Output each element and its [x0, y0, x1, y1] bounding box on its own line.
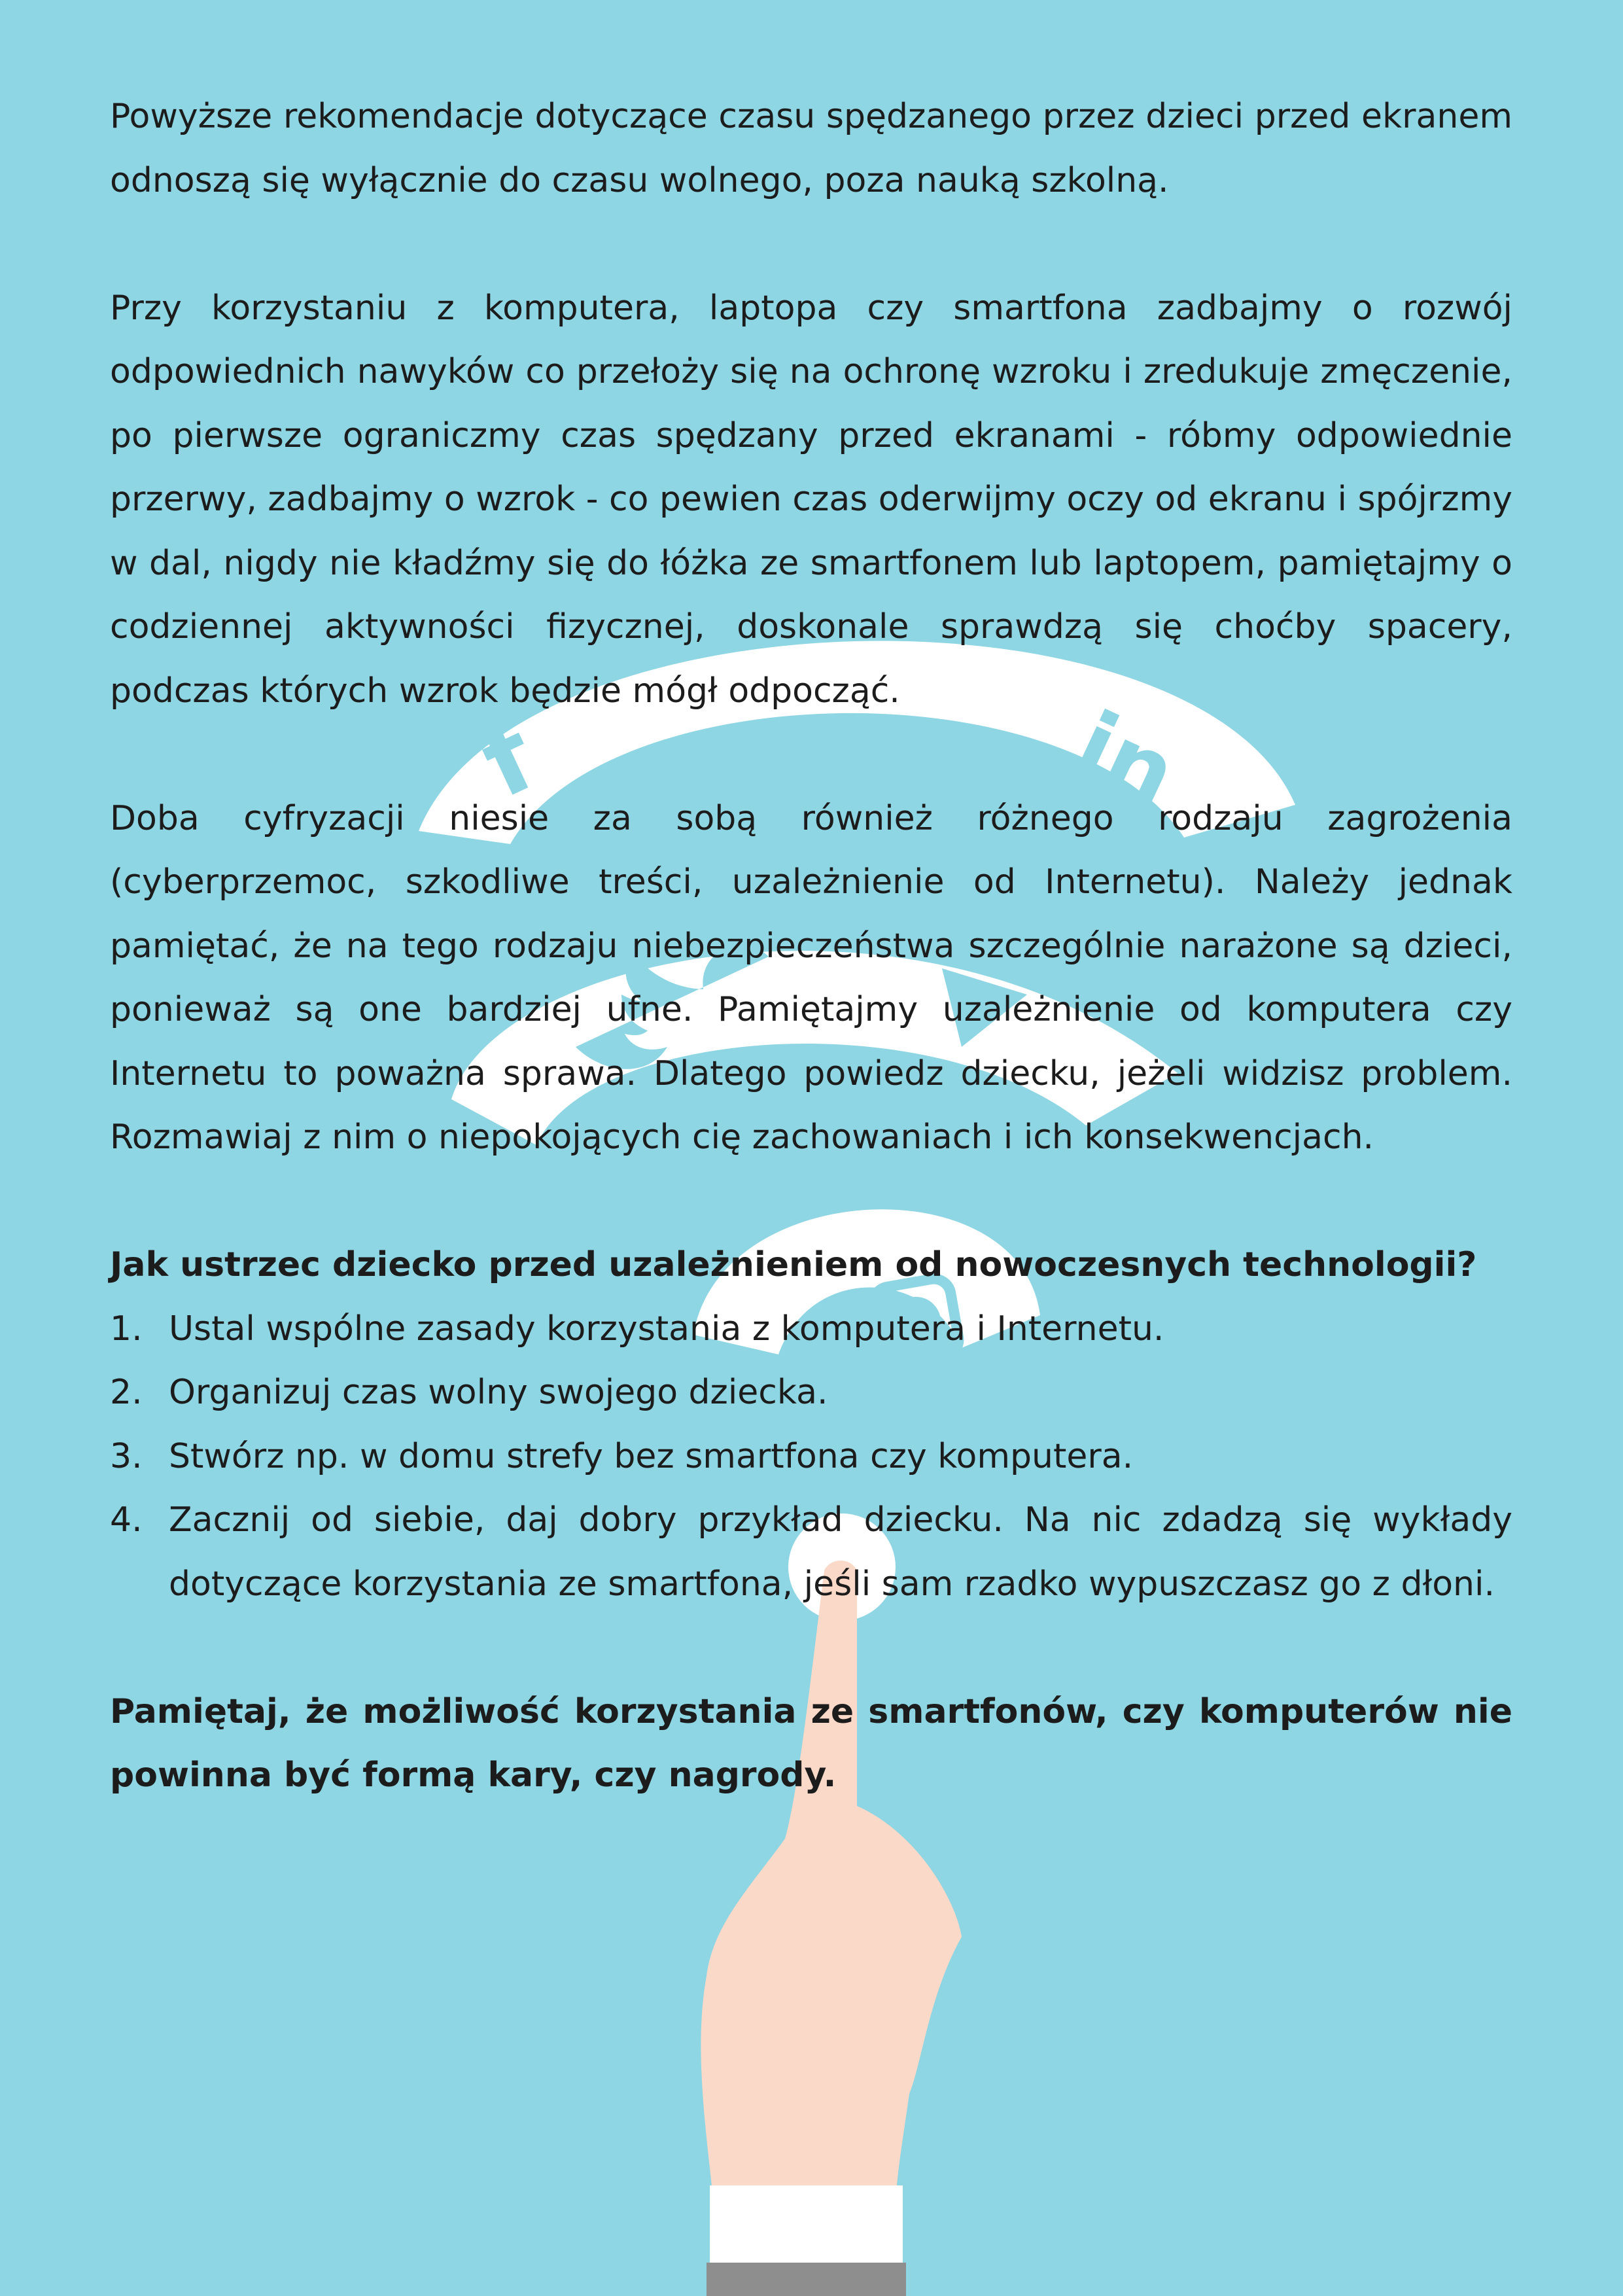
- list-item-number: 1.: [110, 1309, 143, 1349]
- list-item-number: 2.: [110, 1373, 143, 1412]
- list-item-number: 4.: [110, 1500, 143, 1540]
- paragraph-screen-time: Powyższe rekomendacje dotyczące czasu spędzanego przez dzieci przed ekranem odnoszą się wyłącznie do czasu wolnego, poza nauką szkolną.: [110, 97, 1512, 200]
- list-item: [110, 1298, 1512, 1362]
- list-item-text: Ustal wspólne zasady korzystania z komputera i Internetu.: [169, 1309, 1164, 1349]
- list-item-number: 3.: [110, 1436, 143, 1476]
- paragraph-healthy-habits: Przy korzystaniu z komputera, laptopa czy smartfona zadbajmy o rozwój odpowiednich nawyków co przełoży się na ochronę wzroku i zredukuje zmęczenie, po pierwsze ograniczmy czas spędzany przed ekranami - róbmy odpowiednie przerwy, zadbajmy o wzrok - co pewien czas oderwijmy oczy od ekranu i spójrzmy w dal, nigdy nie kładźmy się do łóżka ze smartfonem lub laptopem, pamiętajmy o codziennej aktywności fizycznej, doskonale sprawdzą się choćby spacery, podczas których wzrok będzie mógł odpocząć.: [110, 288, 1512, 711]
- paragraph-digital-threats: Doba cyfryzacji niesie za sobą również różnego rodzaju zagrożenia (cyberprzemoc, szkodliwe treści, uzależnienie od Internetu). Należy jednak pamiętać, że na tego rodzaju niebezpieczeństwa szczególnie narażone są dzieci, ponieważ są one bardziej ufne. Pamiętajmy uzależnienie od komputera czy Internetu to poważna sprawa. Dlatego powiedz dziecku, jeżeli widzisz problem. Rozmawiaj z nim o niepokojących cię zachowaniach i ich konsekwencjach.: [110, 798, 1512, 1157]
- sleeve: [707, 2263, 906, 2296]
- list-item-text: Stwórz np. w domu strefy bez smartfona czy komputera.: [169, 1436, 1134, 1476]
- section-heading: Jak ustrzec dziecko przed uzależnieniem od nowoczesnych technologii?: [110, 1245, 1477, 1284]
- facebook-icon: f: [464, 699, 552, 821]
- list-item: [110, 1425, 1512, 1489]
- list-item-text: Organizuj czas wolny swojego dziecka.: [169, 1373, 828, 1412]
- closing-statement: Pamiętaj, że możliwość korzystania ze smartfonów, czy komputerów nie powinna być formą kary, czy nagrody.: [110, 1691, 1512, 1795]
- list-item: [110, 1361, 1512, 1425]
- advice-list: [110, 1298, 1512, 1617]
- linkedin-icon: in: [1059, 692, 1192, 830]
- list-item-text: Zacznij od siebie, daj dobry przykład dziecku. Na nic zdadzą się wykłady dotyczące korzystania ze smartfona, jeśli sam rzadko wypuszczasz go z dłoni.: [169, 1500, 1512, 1604]
- document-body: [110, 85, 1512, 1808]
- shirt-cuff: [710, 2185, 903, 2267]
- list-item: [110, 1489, 1512, 1616]
